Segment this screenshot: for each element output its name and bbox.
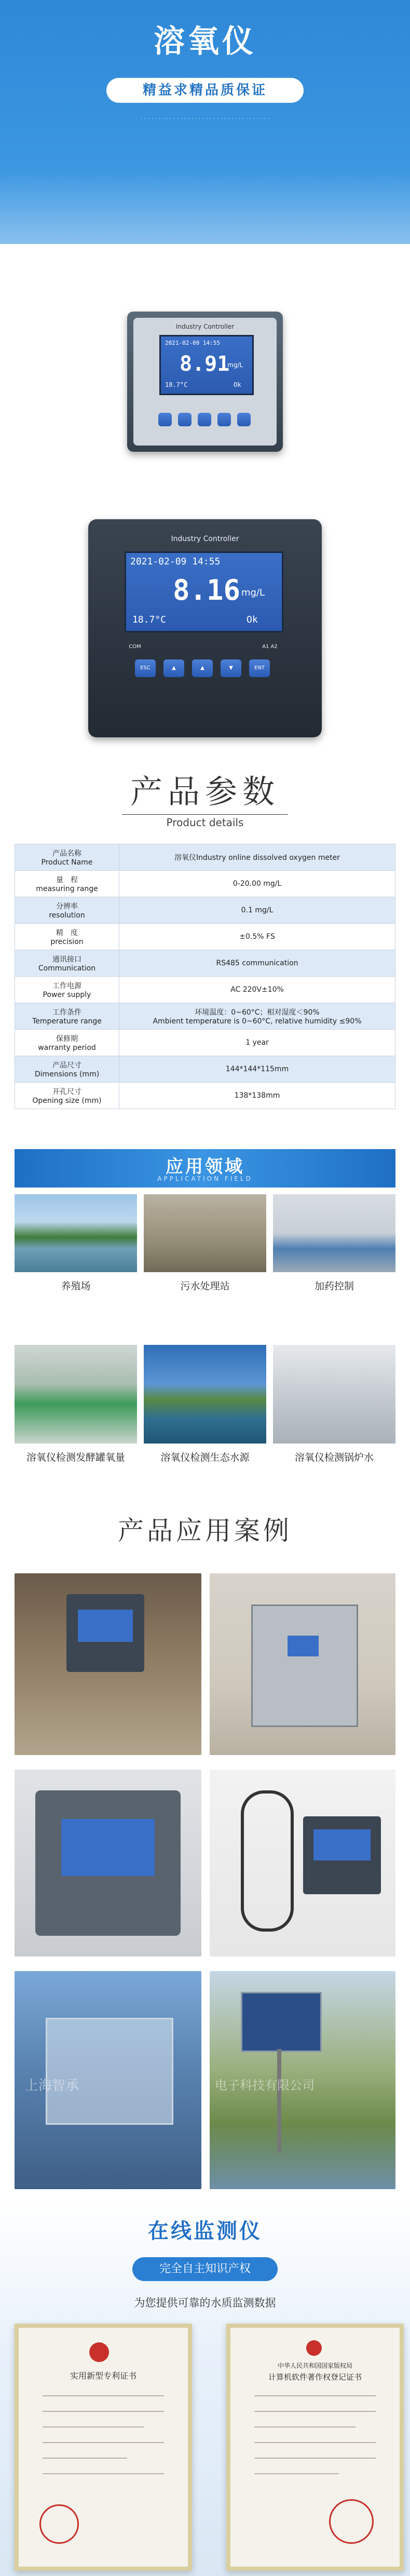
watermark: 电子科技有限公司	[215, 2078, 315, 2093]
param-value-line: 环境温度：0~60°C；相对湿度＜90%	[195, 1008, 320, 1017]
controller-brand: Industry Controller	[175, 323, 235, 330]
param-key-cn: 开孔尺寸	[52, 1088, 81, 1096]
param-key-cn: 工作条件	[52, 1008, 81, 1017]
param-value-line: 0-20.00 mg/L	[233, 880, 282, 888]
monitor-title: 在线监测仪	[148, 2219, 262, 2243]
key-3[interactable]	[198, 413, 211, 426]
param-key-en: Temperature range	[32, 1017, 102, 1026]
case-photo-2	[210, 1573, 395, 1755]
slogan-pill: 精益求精品质保证	[106, 78, 304, 103]
lcd-unit: mg/L	[241, 587, 265, 598]
lcd-value: 8.91	[180, 352, 230, 376]
param-key	[15, 1030, 119, 1056]
heading-rule	[122, 814, 288, 815]
param-value-line: 138*138mm	[234, 1091, 280, 1100]
param-key-en: Opening size (mm)	[32, 1097, 102, 1105]
param-key	[15, 977, 119, 1003]
param-row	[15, 897, 395, 924]
photo-boiler	[273, 1345, 395, 1444]
shift-button[interactable]: ▲	[192, 659, 213, 677]
param-key-cn: 分辨率	[56, 902, 78, 911]
controller-small	[127, 312, 283, 452]
case-photo-4	[210, 1770, 395, 1957]
caption-fermentation: 溶氧仪检测发酵罐氧量	[26, 1452, 125, 1463]
param-value	[119, 844, 395, 871]
param-value	[119, 924, 395, 950]
param-key	[15, 844, 119, 871]
monitor-subtitle: 为您提供可靠的水质监测数据	[134, 2297, 276, 2309]
lcd-date: 2021-02-09 14:55	[130, 556, 221, 567]
param-key	[15, 871, 119, 897]
case-photo-5	[15, 1971, 201, 2189]
param-key-cn: 工作电源	[52, 982, 81, 990]
down-button[interactable]: ▼	[221, 659, 241, 677]
lcd-temp: 18.7°C	[165, 381, 188, 388]
param-key-en: Product Name	[41, 858, 93, 867]
param-row	[15, 1083, 395, 1109]
param-key-cn: 量 程	[56, 876, 78, 884]
case-photo-1	[15, 1573, 201, 1755]
param-value	[119, 871, 395, 897]
esc-button[interactable]: ESC	[135, 659, 156, 677]
key-1[interactable]	[158, 413, 172, 426]
param-key-cn: 产品尺寸	[52, 1061, 81, 1070]
params-heading: 产品参数	[130, 773, 280, 811]
param-key-en: measuring range	[36, 885, 98, 893]
seal-icon	[39, 2504, 79, 2544]
photo-sewage	[144, 1194, 266, 1272]
key-4[interactable]	[217, 413, 231, 426]
product-title: 溶氧仪	[154, 23, 256, 60]
param-key-en: Communication	[38, 964, 96, 973]
cases-heading: 产品应用案例	[118, 1516, 292, 1546]
up-button[interactable]: ▲	[163, 659, 184, 677]
param-row	[15, 924, 395, 950]
case-photo-6	[210, 1971, 395, 2189]
hero-banner	[0, 0, 410, 244]
param-value	[119, 1056, 395, 1083]
seal-icon	[329, 2499, 374, 2544]
software-certificate-issuer: 中华人民共和国国家版权局	[277, 2362, 352, 2369]
param-value-line: 144*144*115mm	[225, 1065, 289, 1073]
monitor-section	[0, 2199, 410, 2576]
patent-certificate-title: 实用新型专利证书	[70, 2371, 136, 2381]
params-table	[15, 844, 395, 1109]
param-value	[119, 1083, 395, 1109]
software-certificate	[226, 2324, 404, 2571]
enter-button[interactable]: ENT	[249, 659, 270, 677]
controller-brand: Industry Controller	[171, 535, 239, 543]
hero-shine	[0, 171, 410, 244]
photo-farm	[15, 1194, 137, 1272]
param-key-en: Dimensions (mm)	[34, 1070, 100, 1078]
param-key-cn: 产品名称	[52, 849, 81, 858]
lcd-status: Ok	[234, 381, 241, 388]
patent-certificate	[15, 2324, 192, 2571]
param-value	[119, 977, 395, 1003]
param-key-en: resolution	[49, 911, 85, 920]
param-key-cn: 精 度	[56, 929, 78, 937]
param-key	[15, 1003, 119, 1030]
caption-farm: 养殖场	[61, 1280, 91, 1292]
case-photo-3	[15, 1770, 201, 1957]
param-row	[15, 950, 395, 977]
key-5[interactable]	[237, 413, 251, 426]
national-emblem-icon	[306, 2340, 322, 2356]
param-row	[15, 871, 395, 897]
param-value	[119, 1030, 395, 1056]
param-key	[15, 897, 119, 924]
param-row	[15, 1030, 395, 1056]
param-value-line: Ambient temperature is 0~60°C, relative humidity ≤90%	[153, 1017, 362, 1026]
application-banner	[15, 1149, 395, 1188]
param-value-line: ±0.5% FS	[239, 933, 275, 941]
photo-fermentation	[15, 1345, 137, 1444]
param-row	[15, 1003, 395, 1030]
param-key	[15, 1056, 119, 1083]
param-value-line: AC 220V±10%	[230, 986, 284, 994]
caption-ecology: 溶氧仪检测生态水源	[160, 1452, 250, 1463]
param-key-cn: 保修期	[56, 1035, 78, 1043]
lcd-value: 8.16	[173, 574, 241, 606]
param-value	[119, 950, 395, 977]
param-row	[15, 844, 395, 871]
params-subheading: Product details	[166, 816, 244, 829]
lcd-screen	[125, 551, 283, 632]
key-2[interactable]	[178, 413, 192, 426]
label-alarm: A1 A2	[262, 644, 278, 650]
param-value-line: 0.1 mg/L	[241, 906, 274, 914]
lcd-screen	[159, 335, 254, 395]
param-key-en: precision	[50, 938, 84, 946]
label-com: COM	[129, 644, 141, 650]
application-heading: 应用领域	[166, 1156, 244, 1177]
caption-dosing: 加药控制	[314, 1280, 354, 1292]
param-key	[15, 924, 119, 950]
param-key	[15, 950, 119, 977]
lcd-unit: mg/L	[227, 361, 243, 369]
param-value	[119, 1003, 395, 1030]
controller-large	[88, 519, 322, 737]
param-key	[15, 1083, 119, 1109]
lcd-temp: 18.7°C	[132, 614, 167, 625]
param-value	[119, 897, 395, 924]
ip-pill: 完全自主知识产权	[132, 2257, 278, 2281]
param-value-line: 溶氧仪Industry online dissolved oxygen meter	[174, 854, 340, 862]
photo-ecology	[144, 1345, 266, 1444]
param-key-en: Power supply	[43, 991, 91, 999]
national-emblem-icon	[89, 2342, 109, 2362]
application-subheading: APPLICATION FIELD	[157, 1175, 253, 1182]
software-certificate-title: 计算机软件著作权登记证书	[268, 2372, 362, 2382]
caption-sewage: 污水处理站	[180, 1280, 230, 1292]
param-row	[15, 1056, 395, 1083]
photo-dosing	[273, 1194, 395, 1272]
watermark: 上海智承	[25, 2078, 79, 2094]
param-row	[15, 977, 395, 1003]
lcd-status: Ok	[247, 614, 258, 625]
param-key-cn: 通讯接口	[52, 955, 81, 964]
param-value-line: 1 year	[245, 1039, 269, 1047]
fine-print: · · · · · · · · · · · · · · · · · · · · · · · · · · · · · · · · · · · ·	[140, 115, 270, 122]
caption-boiler: 溶氧仪检测锅炉水	[294, 1452, 374, 1463]
lcd-date: 2021-02-09 14:55	[165, 340, 220, 346]
param-value-line: RS485 communication	[216, 959, 298, 967]
param-key-en: warranty period	[38, 1044, 96, 1052]
